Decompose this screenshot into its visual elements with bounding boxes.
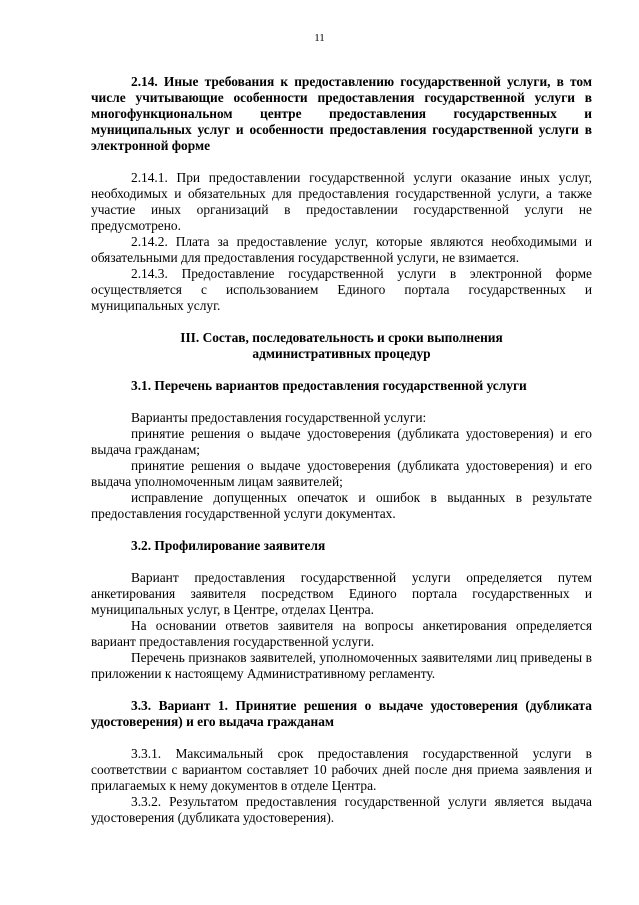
section-title-iii: III. Состав, последовательность и сроки выполнения административных процедур [180,330,503,361]
list-item-variant-representatives: принятие решения о выдаче удостоверения (дубликата удостоверения) и его выдача уполномоченным лицам заявителей; [91,458,592,489]
heading-3-1: 3.1. Перечень вариантов предоставления государственной услуги [131,378,527,393]
paragraph-3-3-1: 3.3.1. Максимальный срок предоставления государственной услуги в соответствии с вариантом составляет 10 рабочих дней после дня приема заявления и прилагаемых к нему документов в отделе Центра. [91,746,592,793]
document-body [91,74,592,826]
heading-3-2: 3.2. Профилирование заявителя [131,538,326,553]
paragraph-2-14-2: 2.14.2. Плата за предоставление услуг, которые являются необходимыми и обязательными для предоставления государственной услуги, не взимается. [91,234,592,265]
paragraph-profiling-3: Перечень признаков заявителей, уполномоченных заявителями лиц приведены в приложении к настоящему Административному регламенту. [91,650,592,681]
heading-3-3: 3.3. Вариант 1. Принятие решения о выдаче удостоверения (дубликата удостоверения) и его выдача гражданам [91,698,592,729]
paragraph-profiling-2: На основании ответов заявителя на вопросы анкетирования определяется вариант предоставления государственной услуги. [91,618,592,649]
heading-2-14: 2.14. Иные требования к предоставлению государственной услуги, в том числе учитывающие особенности предоставления государственной услуги в многофункциональном центре предоставления государственных и муниципальных услуг и особенности предоставления государственной услуги в электронной форме [91,74,592,153]
paragraph-3-3-2: 3.3.2. Результатом предоставления государственной услуги является выдача удостоверения (дубликата удостоверения). [91,794,592,825]
paragraph-profiling-1: Вариант предоставления государственной услуги определяется путем анкетирования заявителя посредством Единого портала государственных и муниципальных услуг, в Центре, отделах Центра. [91,570,592,617]
paragraph-2-14-1: 2.14.1. При предоставлении государственной услуги оказание иных услуг, необходимых и обязательных для предоставления государственной услуги, а также участие иных организаций в предоставлении государственной услуги не предусмотрено. [91,170,592,233]
paragraph-2-14-3: 2.14.3. Предоставление государственной услуги в электронной форме осуществляется с использованием Единого портала государственных и муниципальных услуг. [91,266,592,313]
list-item-variant-corrections: исправление допущенных опечаток и ошибок в выданных в результате предоставления государственной услуги документах. [91,490,592,521]
list-item-variant-citizens: принятие решения о выдаче удостоверения (дубликата удостоверения) и его выдача гражданам; [91,426,592,457]
page-number: 11 [314,32,325,44]
paragraph-variants-intro: Варианты предоставления государственной услуги: [131,410,427,425]
